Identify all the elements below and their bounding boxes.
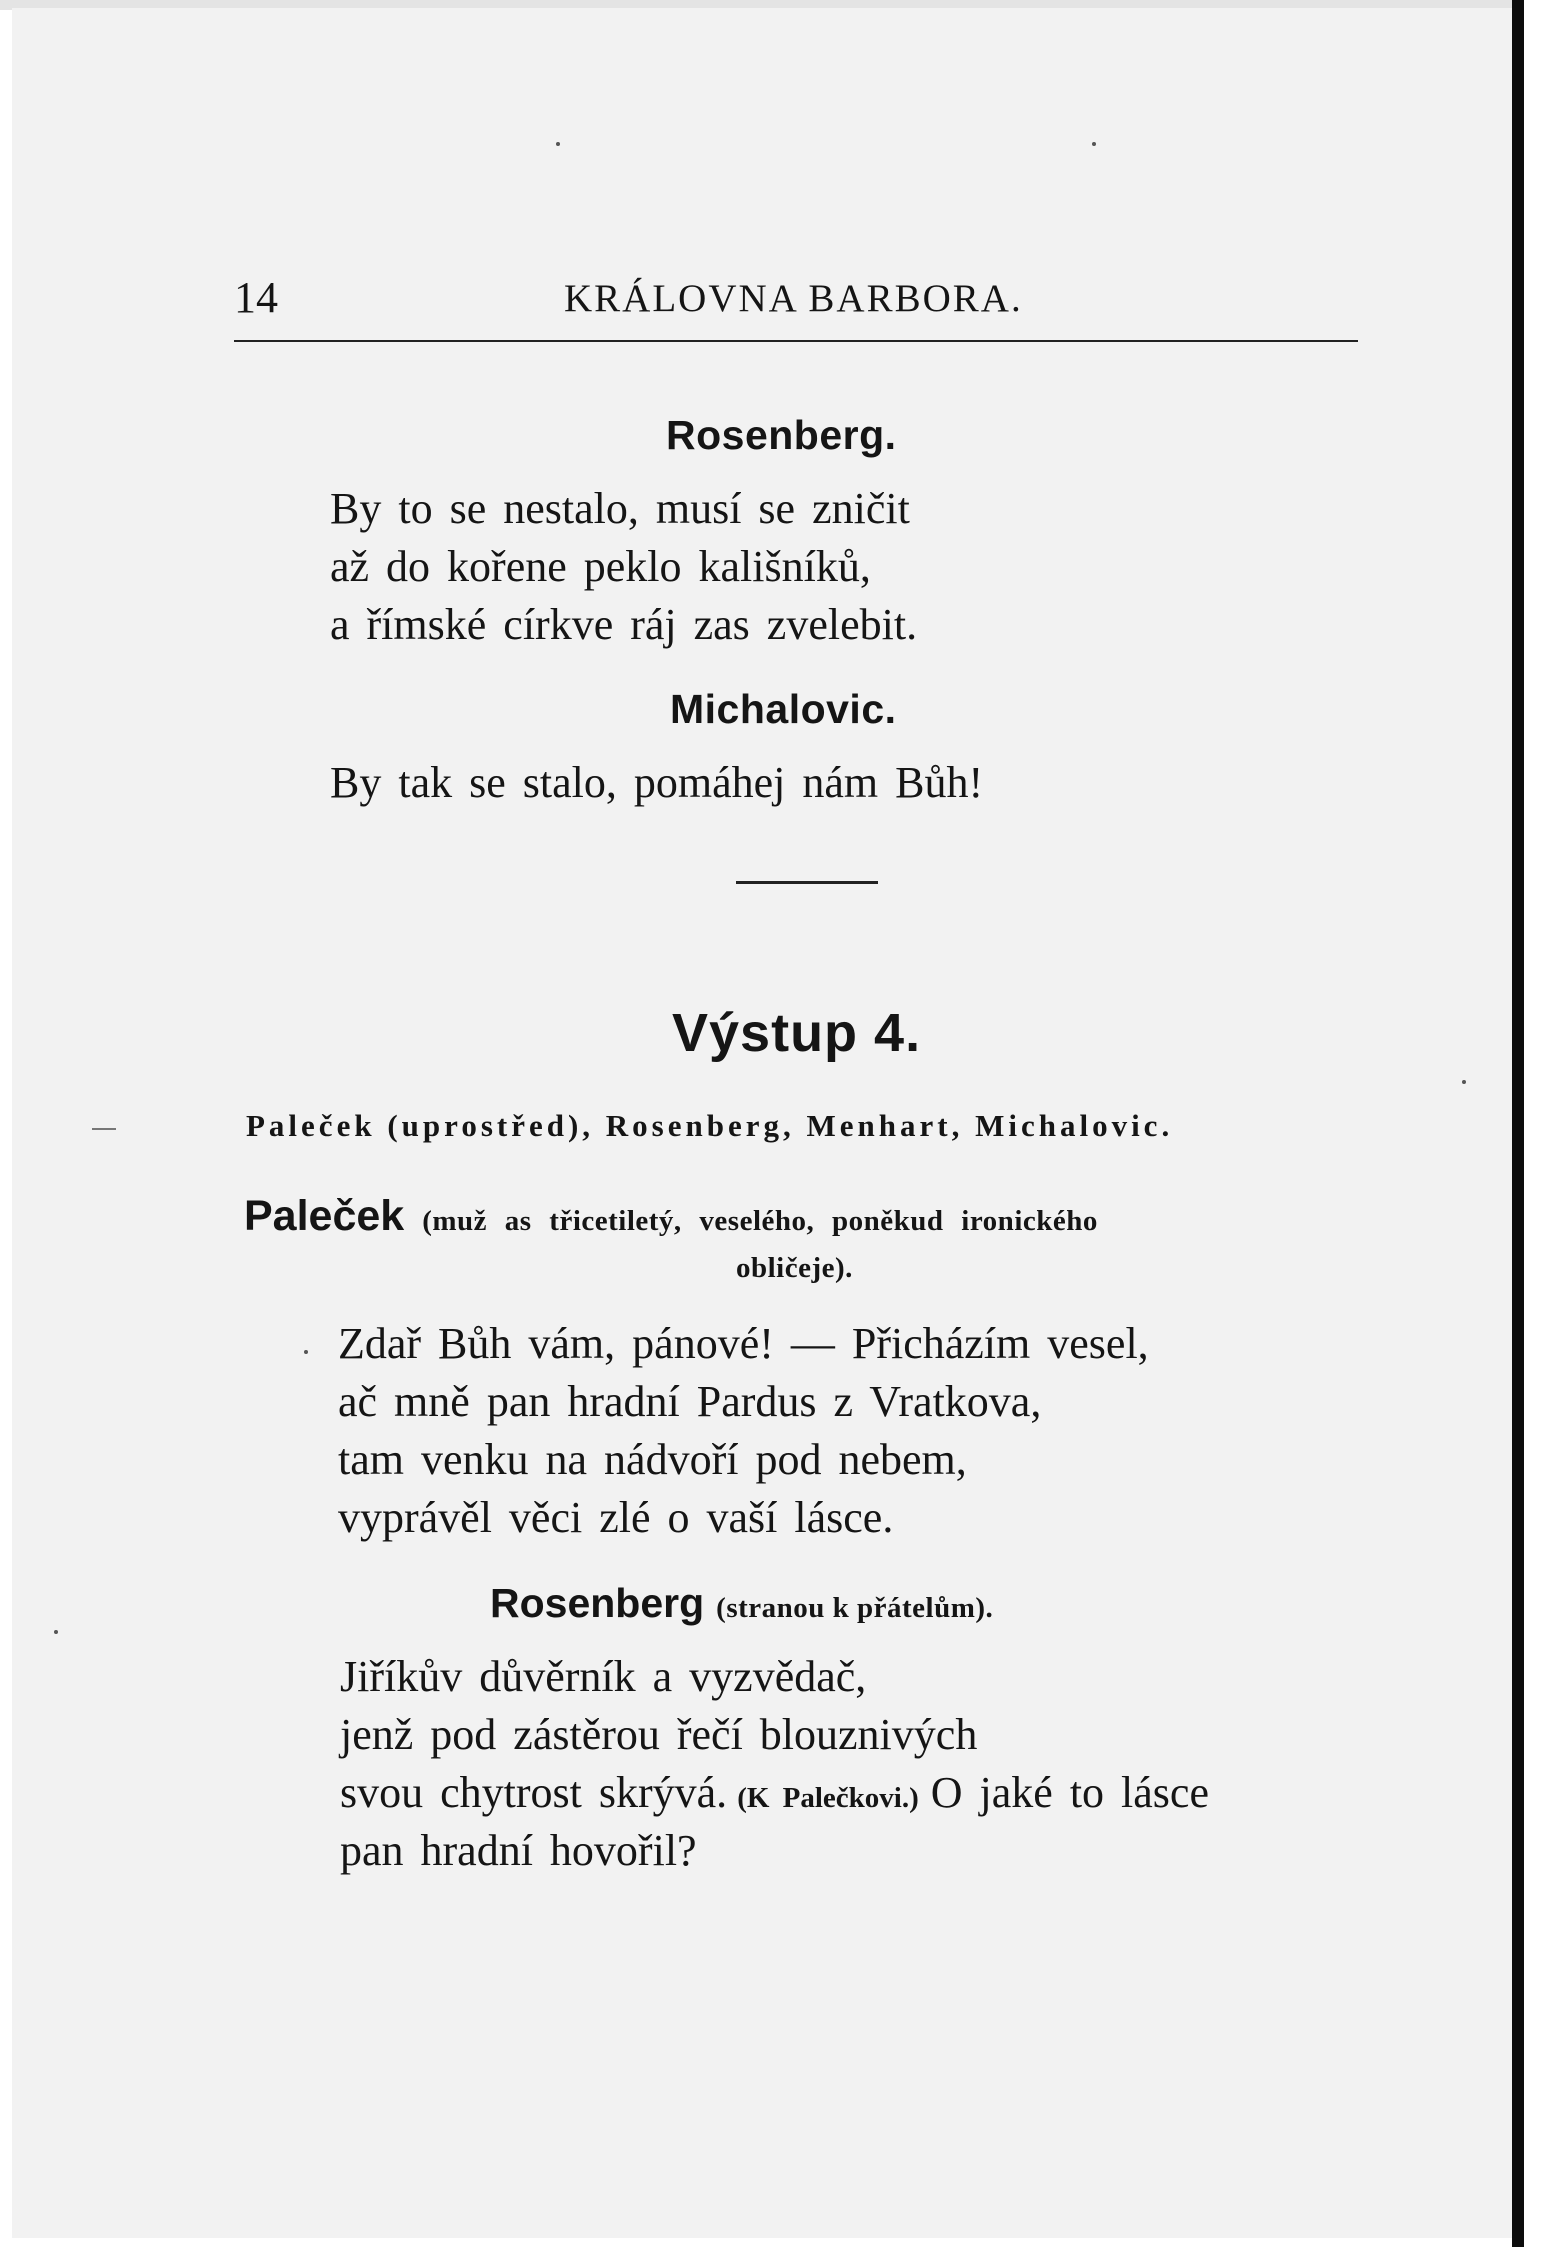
verse-text: O jaké to lásce — [930, 1768, 1209, 1817]
verse-line: a římské církve ráj zas zvelebit. — [330, 600, 918, 649]
verse-line: ač mně pan hradní Pardus z Vratkova, — [338, 1377, 1042, 1426]
verse-line: tam venku na nádvoří pod nebem, — [338, 1435, 967, 1484]
page-number: 14 — [234, 273, 278, 322]
scan-speck — [556, 142, 560, 146]
speaker-line-palecek — [244, 1192, 1098, 1241]
page-header — [234, 262, 1356, 322]
stage-direction: (stranou k přátelům). — [716, 1592, 994, 1624]
scene-title: Výstup 4. — [672, 1003, 922, 1063]
verse-line: Zdař Bůh vám, pánové! — Přicházím vesel, — [338, 1319, 1149, 1368]
verse-line: By to se nestalo, musí se zničit — [330, 484, 910, 533]
stage-direction: (muž as třicetiletý, veselého, poněkud ironického — [422, 1205, 1098, 1237]
section-divider — [736, 881, 878, 884]
verse-text: svou chytrost skrývá. — [340, 1768, 728, 1817]
stage-direction-continued: obličeje). — [736, 1252, 853, 1284]
verse-block-palecek — [338, 1315, 1149, 1547]
verse-line: pan hradní hovořil? — [340, 1826, 697, 1875]
verse-line: jenž pod zástěrou řečí blouznivých — [340, 1710, 978, 1759]
speaker-palecek: Paleček — [244, 1192, 405, 1240]
scan-mark — [92, 1128, 116, 1130]
verse-line-with-direction — [340, 1764, 1209, 1822]
verse-line: až do kořene peklo kališníků, — [330, 542, 871, 591]
verse-line: vyprávěl věci zlé o vaší lásce. — [338, 1493, 894, 1542]
scan-speck — [1092, 142, 1096, 146]
speaker-rosenberg-2: Rosenberg — [490, 1580, 705, 1626]
scan-speck — [1462, 1080, 1466, 1084]
speaker-rosenberg: Rosenberg. — [666, 412, 897, 458]
cast-list: Paleček (uprostřed), Rosenberg, Menhart, Michalovic. — [246, 1108, 1174, 1143]
verse-block-rosenberg-aside — [340, 1648, 1209, 1880]
inline-stage-direction: (K Palečkovi.) — [737, 1782, 919, 1814]
speaker-line-rosenberg-aside — [490, 1580, 993, 1627]
verse-line: By tak se stalo, pomáhej nám Bůh! — [330, 758, 984, 807]
verse-line: Jiříkův důvěrník a vyzvědač, — [340, 1652, 867, 1701]
speaker-michalovic: Michalovic. — [670, 686, 897, 732]
scan-speck — [304, 1350, 308, 1354]
header-rule — [234, 340, 1358, 342]
running-title: KRÁLOVNA BARBORA. — [564, 277, 1023, 320]
verse-block-rosenberg — [330, 480, 917, 654]
scan-right-edge — [1512, 0, 1524, 2247]
scan-speck — [54, 1630, 58, 1634]
verse-block-michalovic — [330, 754, 983, 812]
